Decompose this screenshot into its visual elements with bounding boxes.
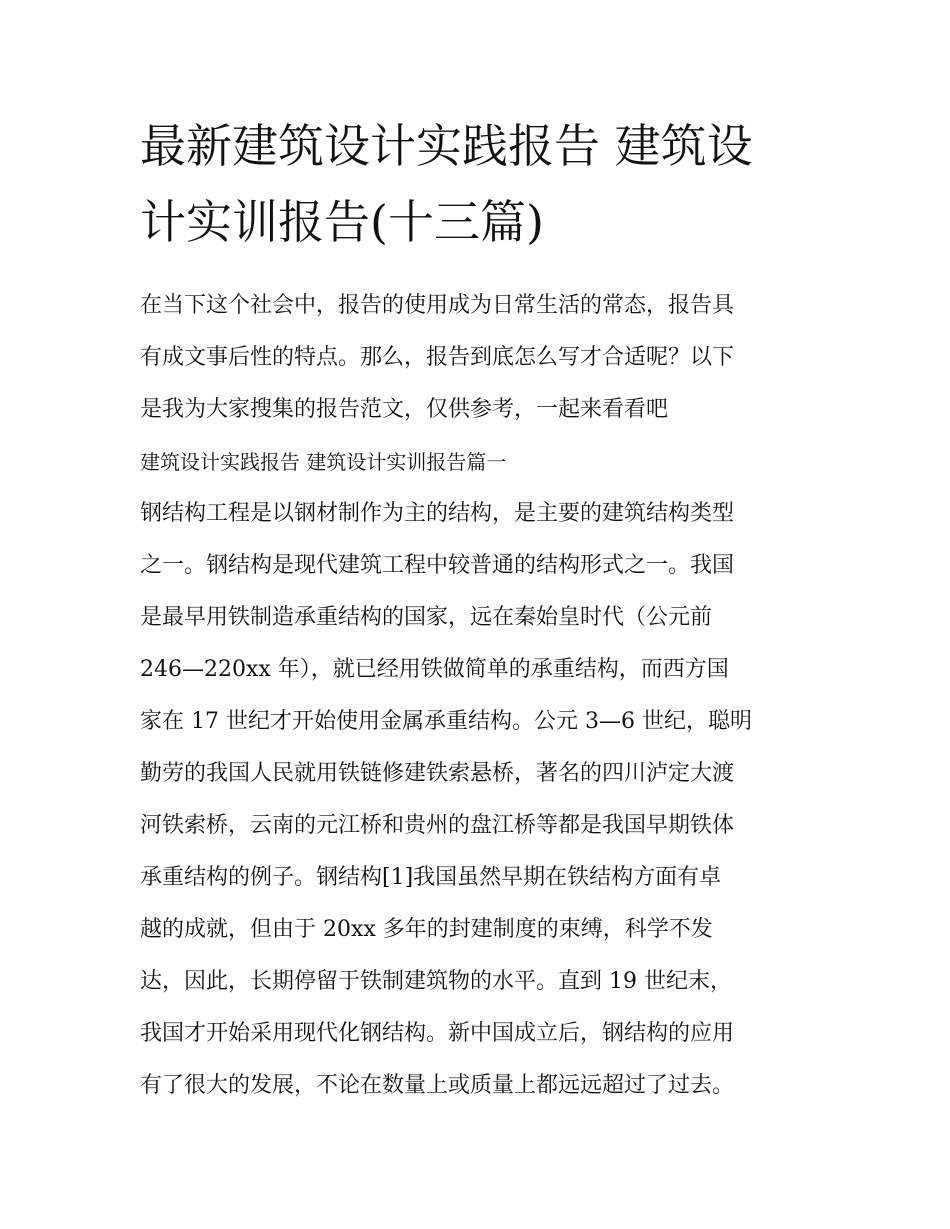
title-line: 最新建筑设计实践报告 建筑设 <box>140 119 753 173</box>
intro-line: 在当下这个社会中，报告的使用成为日常生活的常态，报告具 <box>140 293 735 318</box>
paragraph-line: 承重结构的例子。钢结构[1]我国虽然早期在铁结构方面有卓 <box>140 865 722 890</box>
section-heading: 建筑设计实践报告 建筑设计实训报告篇一 <box>140 450 507 474</box>
paragraph-line: 我国才开始采用现代化钢结构。新中国成立后，钢结构的应用 <box>140 1021 735 1046</box>
paragraph-line: 之一。钢结构是现代建筑工程中较普通的结构形式之一。我国 <box>140 553 735 578</box>
document-content <box>140 108 820 1112</box>
paragraph-line: 是最早用铁制造承重结构的国家，远在秦始皇时代（公元前 <box>140 605 713 630</box>
intro-line: 是我为大家搜集的报告范文，仅供参考，一起来看看吧 <box>140 397 669 422</box>
paragraph-line: 越的成就，但由于 20xx 多年的封建制度的束缚，科学不发 <box>140 917 713 942</box>
paragraph-line: 勤劳的我国人民就用铁链修建铁索悬桥，著名的四川泸定大渡 <box>140 761 735 786</box>
paragraph-line: 246—220xx 年），就已经用铁做简单的承重结构，而西方国 <box>140 657 729 682</box>
paragraph-line: 河铁索桥，云南的元江桥和贵州的盘江桥等都是我国早期铁体 <box>140 813 735 838</box>
intro-line: 有成文事后性的特点。那么，报告到底怎么写才合适呢？以下 <box>140 345 735 370</box>
title-line: 计实训报告(十三篇) <box>140 195 544 249</box>
document-body <box>140 280 820 1112</box>
paragraph-line: 家在 17 世纪才开始使用金属承重结构。公元 3—6 世纪，聪明 <box>140 709 752 734</box>
paragraph-line: 达，因此，长期停留于铁制建筑物的水平。直到 19 世纪末， <box>140 969 732 994</box>
paragraph-line: 有了很大的发展，不论在数量上或质量上都远远超过了过去。 <box>140 1073 735 1098</box>
document-title <box>140 108 820 260</box>
paragraph-line: 钢结构工程是以钢材制作为主的结构，是主要的建筑结构类型 <box>140 501 735 526</box>
